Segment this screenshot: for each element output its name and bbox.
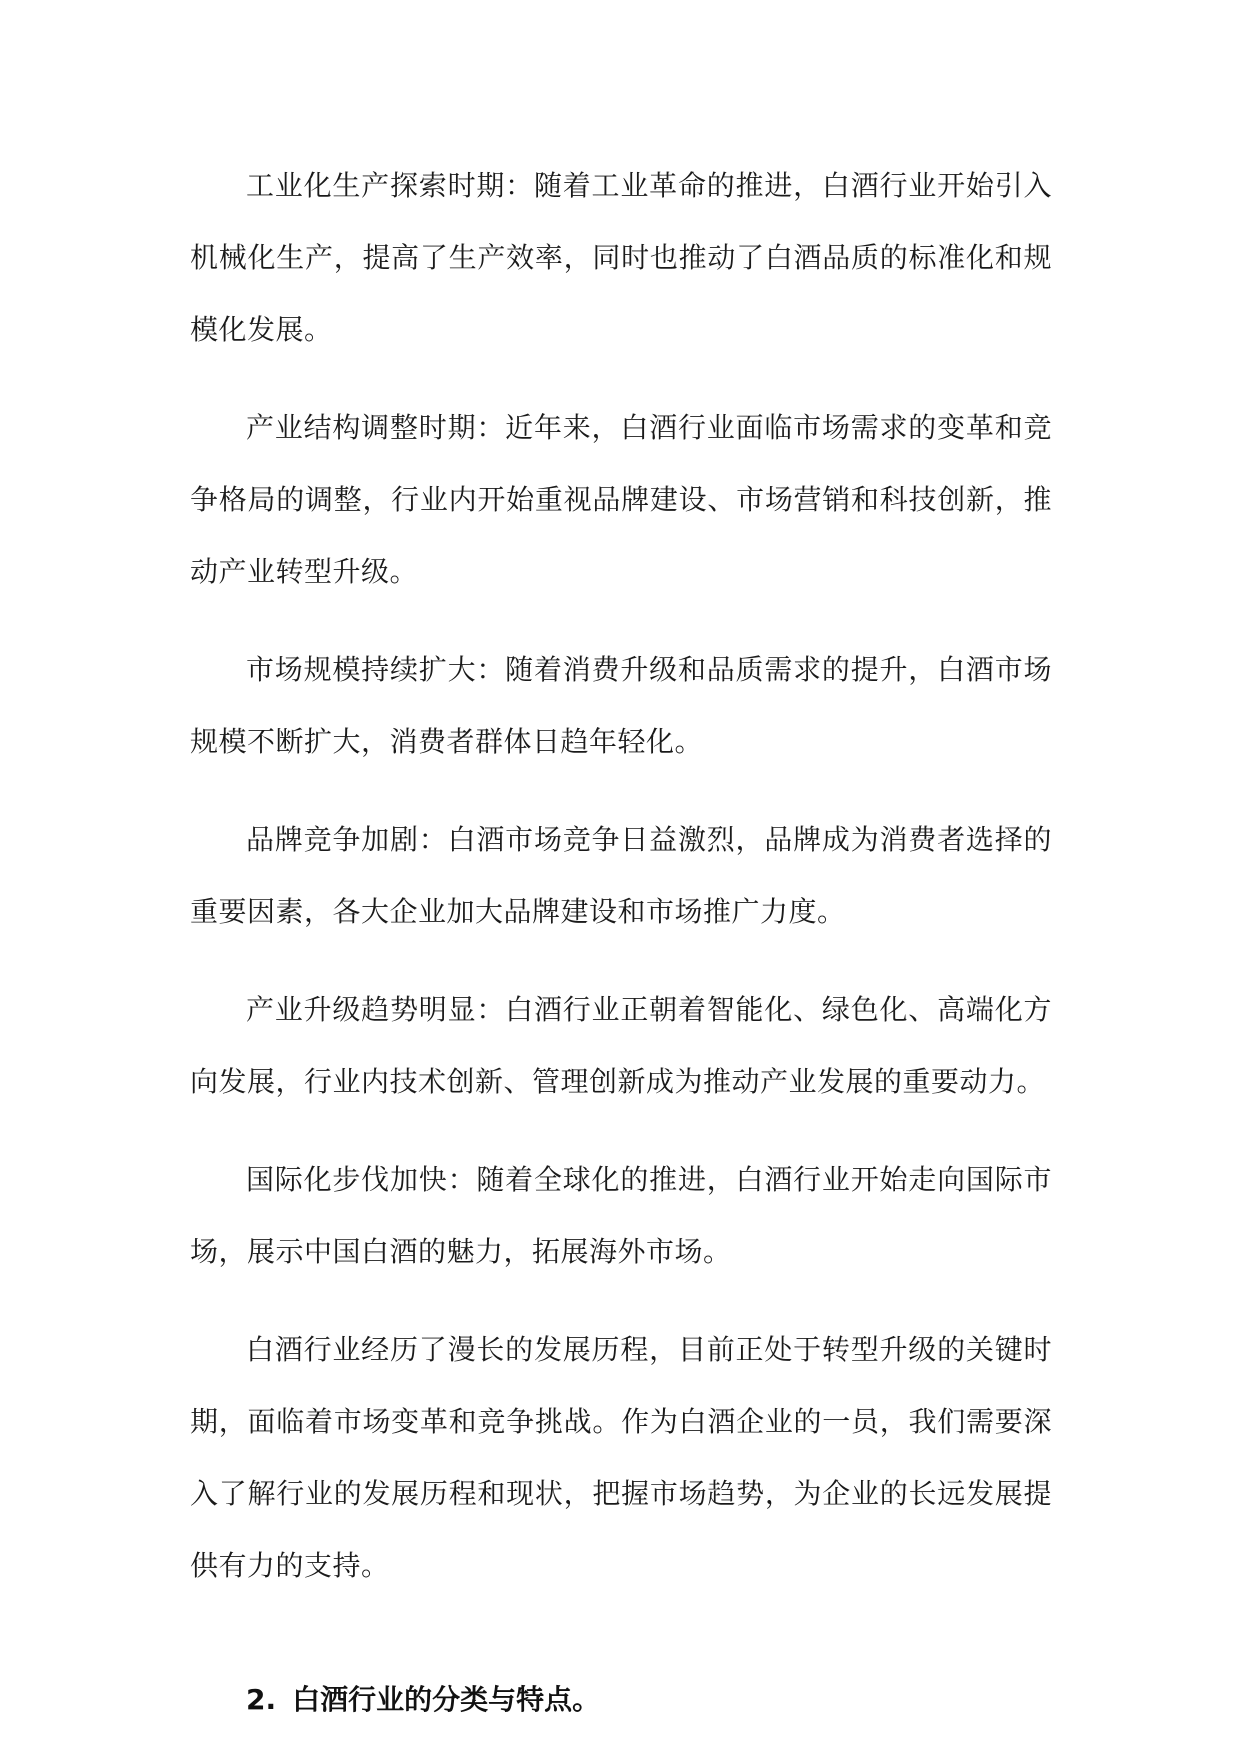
section-heading-number: 2. — [246, 1683, 277, 1716]
paragraph-market-scale: 市场规模持续扩大：随着消费升级和品质需求的提升，白酒市场规模不断扩大，消费者群体日趋年轻化。 — [190, 653, 1052, 758]
paragraph-industry-upgrade: 产业升级趋势明显：白酒行业正朝着智能化、绿色化、高端化方向发展，行业内技术创新、管理创新成为推动产业发展的重要动力。 — [190, 993, 1052, 1098]
paragraph-internationalization: 国际化步伐加快：随着全球化的推进，白酒行业开始走向国际市场，展示中国白酒的魅力，拓展海外市场。 — [190, 1163, 1052, 1268]
section-heading-title: 白酒行业的分类与特点。 — [292, 1683, 601, 1716]
paragraph-summary: 白酒行业经历了漫长的发展历程，目前正处于转型升级的关键时期，面临着市场变革和竞争挑战。作为白酒企业的一员，我们需要深入了解行业的发展历程和现状，把握市场趋势，为企业的长远发展提供有力的支持。 — [190, 1333, 1052, 1582]
document-body — [190, 150, 1052, 1736]
section-heading — [190, 1664, 1052, 1736]
paragraph-structure-adjustment: 产业结构调整时期：近年来，白酒行业面临市场需求的变革和竞争格局的调整，行业内开始重视品牌建设、市场营销和科技创新，推动产业转型升级。 — [190, 411, 1052, 588]
paragraph-industrial-production: 工业化生产探索时期：随着工业革命的推进，白酒行业开始引入机械化生产，提高了生产效率，同时也推动了白酒品质的标准化和规模化发展。 — [190, 169, 1052, 346]
paragraph-brand-competition: 品牌竞争加剧：白酒市场竞争日益激烈，品牌成为消费者选择的重要因素，各大企业加大品牌建设和市场推广力度。 — [190, 823, 1052, 928]
